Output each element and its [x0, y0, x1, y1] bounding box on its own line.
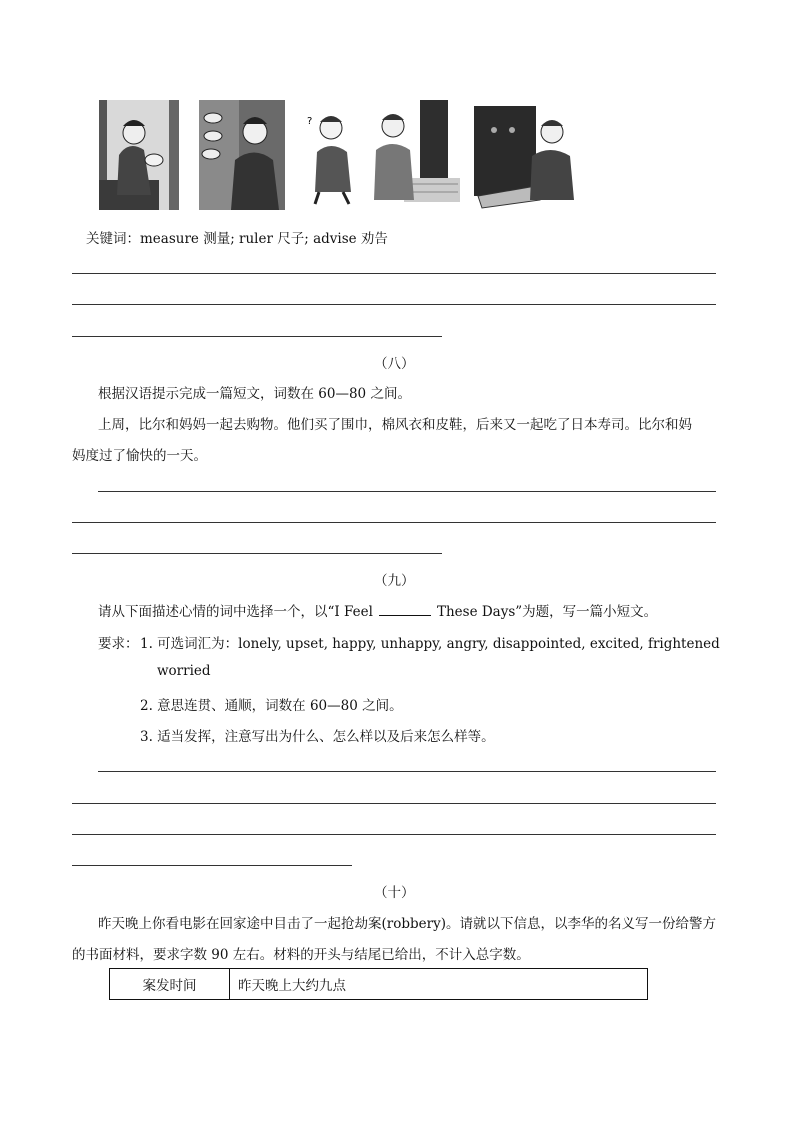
- svg-text:?: ?: [307, 116, 313, 127]
- comic-panel-2: [199, 100, 285, 210]
- section-10-paragraph-line-2: 的书面材料，要求字数 90 左右。材料的开头与结尾已给出，不计入总字数。: [72, 947, 530, 963]
- section-9-prompt: [98, 600, 657, 620]
- writing-line: [98, 771, 716, 772]
- writing-line: [72, 834, 716, 835]
- table-cell-value: 昨天晚上大约九点: [230, 969, 648, 1000]
- requirement-1: 1. 可选词汇为：lonely, upset, happy, unhappy, angry, disappointed, excited, frightened: [140, 636, 720, 652]
- keywords-line: 关键词：measure 测量; ruler 尺子; advise 劝告: [86, 231, 388, 247]
- comic-panel-4: [368, 100, 460, 210]
- comic-panel-1: [99, 100, 179, 210]
- requirement-1-continued: worried: [157, 663, 211, 679]
- requirement-3: 3. 适当发挥，注意写出为什么、怎么样以及后来怎么样等。: [140, 729, 495, 745]
- title-blank: [379, 603, 431, 616]
- comic-panel-3: [303, 100, 363, 210]
- writing-line: [98, 491, 716, 492]
- table-cell-key: 案发时间: [110, 969, 230, 1000]
- writing-line: [72, 553, 442, 554]
- section-8-instruction: 根据汉语提示完成一篇短文，词数在 60—80 之间。: [98, 386, 411, 402]
- comic-panel-5: [474, 100, 578, 210]
- writing-line: [72, 803, 716, 804]
- requirement-2: 2. 意思连贯、通顺，词数在 60—80 之间。: [140, 698, 403, 714]
- section-9-heading: （九）: [374, 573, 415, 589]
- writing-line: [72, 273, 716, 274]
- section-8-paragraph-line-1: 上周，比尔和妈妈一起去购物。他们买了围巾，棉风衣和皮鞋，后来又一起吃了日本寿司。比尔和妈: [98, 417, 692, 433]
- section-10-heading: （十）: [374, 885, 415, 901]
- section-8-paragraph-line-2: 妈度过了愉快的一天。: [72, 448, 207, 464]
- table-row: [110, 969, 648, 1000]
- writing-line: [72, 865, 352, 866]
- writing-line: [72, 304, 716, 305]
- prompt-text-before: 请从下面描述心情的词中选择一个，以“I Feel: [98, 604, 373, 620]
- section-10-paragraph-line-1: 昨天晚上你看电影在回家途中目击了一起抢劫案(robbery)。请就以下信息，以李华的名义写一份给警方: [98, 916, 716, 932]
- case-info-table: [109, 968, 648, 1000]
- writing-line: [72, 336, 442, 337]
- prompt-text-after: These Days”为题，写一篇小短文。: [436, 604, 658, 620]
- section-8-heading: （八）: [374, 356, 415, 372]
- requirements-label: 要求：: [98, 636, 139, 652]
- writing-line: [72, 522, 716, 523]
